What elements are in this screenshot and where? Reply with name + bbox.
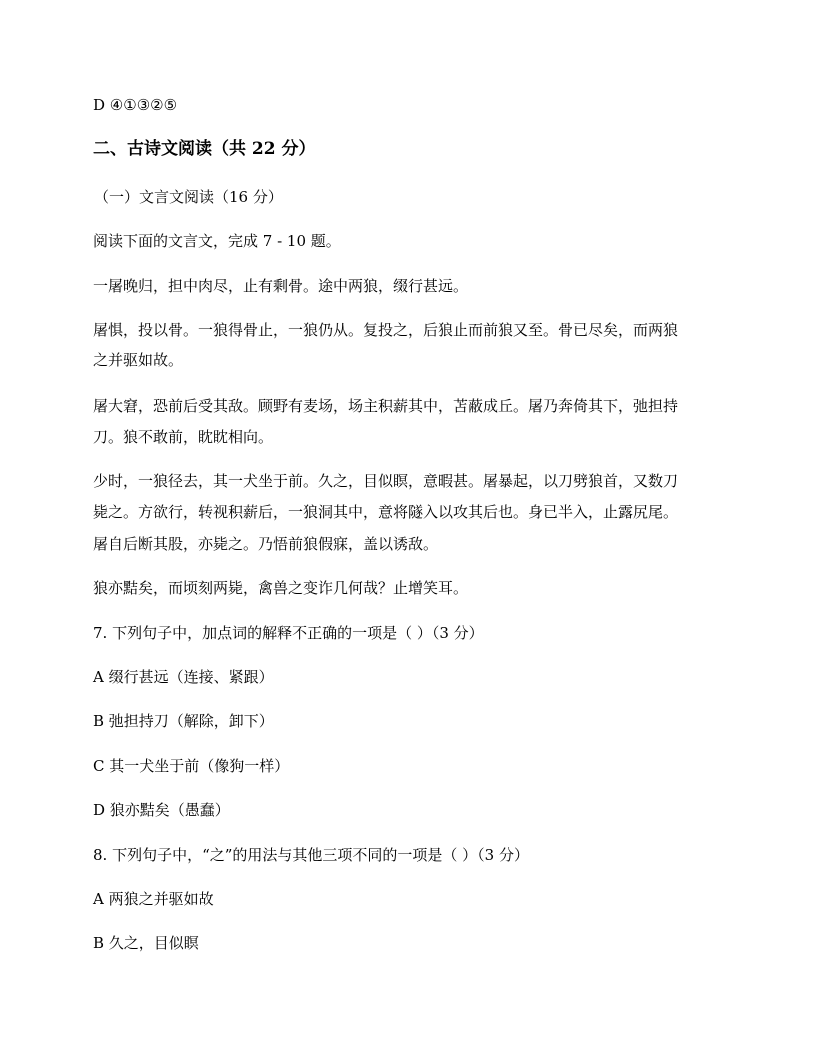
question-7-option-d: D 狼亦黠矣（愚蠢） xyxy=(93,801,230,819)
question-8-option-b: B 久之，目似瞑 xyxy=(93,934,199,952)
passage-paragraph-4-line-1: 少时，一狼径去，其一犬坐于前。久之，目似瞑，意暇甚。屠暴起，以刀劈狼首，又数刀 xyxy=(93,472,679,490)
instruction-text: 阅读下面的文言文，完成 7 - 10 题。 xyxy=(93,232,341,250)
passage-paragraph-3-line-2: 刀。狼不敢前，眈眈相向。 xyxy=(93,428,274,446)
passage-paragraph-1: 一屠晚归，担中肉尽，止有剩骨。途中两狼，缀行甚远。 xyxy=(93,277,469,295)
passage-paragraph-5: 狼亦黠矣，而顷刻两毙，禽兽之变诈几何哉？止增笑耳。 xyxy=(93,579,469,597)
question-7: 7. 下列句子中，加点词的解释不正确的一项是（ ）（3 分） xyxy=(93,624,484,642)
question-7-option-b: B 弛担持刀（解除，卸下） xyxy=(93,712,274,730)
subsection-heading: （一）文言文阅读（16 分） xyxy=(94,188,283,206)
question-8-option-a: A 两狼之并驱如故 xyxy=(93,890,214,908)
passage-paragraph-2-line-2: 之并驱如故。 xyxy=(93,351,184,369)
question-8: 8. 下列句子中，“之”的用法与其他三项不同的一项是（ ）（3 分） xyxy=(93,846,529,864)
passage-paragraph-4-line-2: 毙之。方欲行，转视积薪后，一狼洞其中，意将隧入以攻其后也。身已半入，止露尻尾。 xyxy=(93,503,679,521)
passage-paragraph-3-line-1: 屠大窘，恐前后受其敌。顾野有麦场，场主积薪其中，苫蔽成丘。屠乃奔倚其下，弛担持 xyxy=(93,397,679,415)
passage-paragraph-2-line-1: 屠惧，投以骨。一狼得骨止，一狼仍从。复投之，后狼止而前狼又至。骨已尽矣，而两狼 xyxy=(93,321,679,339)
passage-paragraph-4-line-3: 屠自后断其股，亦毙之。乃悟前狼假寐，盖以诱敌。 xyxy=(93,535,439,553)
question-7-option-c: C 其一犬坐于前（像狗一样） xyxy=(93,757,290,775)
option-d-answer: D ④①③②⑤ xyxy=(93,96,178,114)
section-heading: 二、古诗文阅读（共 22 分） xyxy=(93,139,316,159)
question-7-option-a: A 缀行甚远（连接、紧跟） xyxy=(93,668,274,686)
